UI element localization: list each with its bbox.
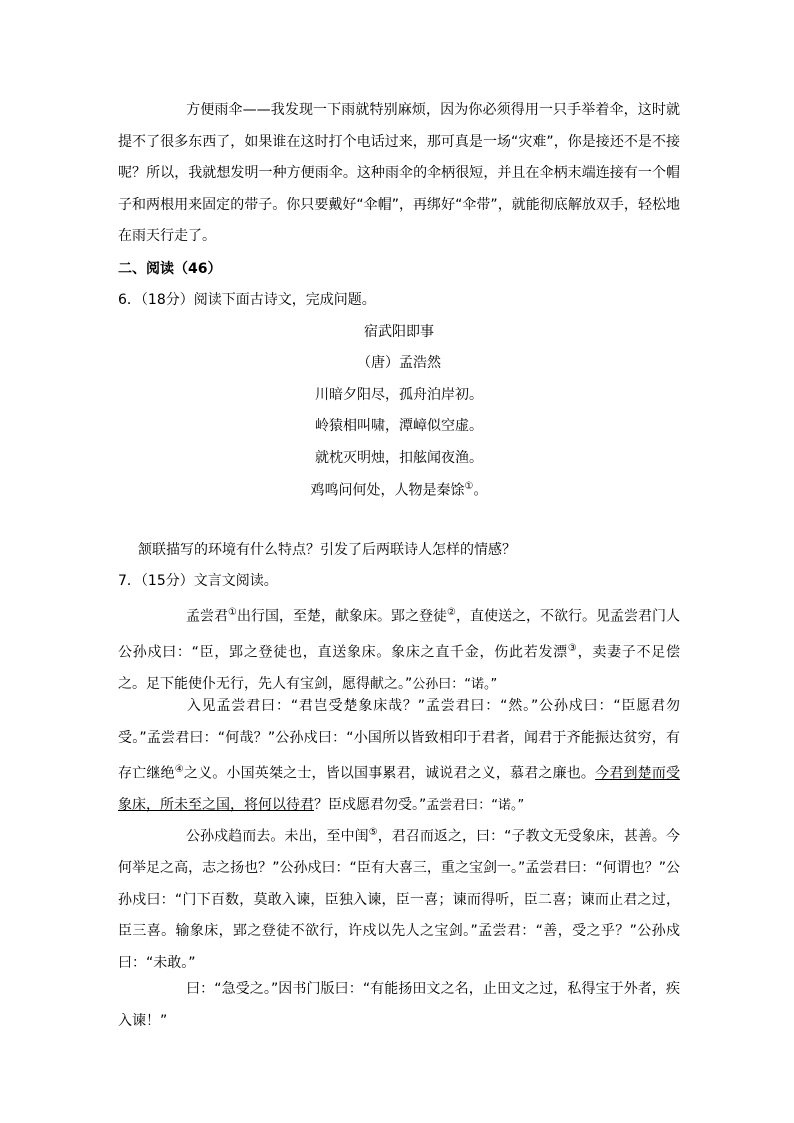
poem-line — [118, 477, 680, 501]
underlined-sentence: 今君到楚而受象床，所未至之国，将何以待君 — [118, 765, 681, 814]
text-run: 入见孟尝君曰：“君岂受楚象床哉？”孟尝君曰：“然。”公孙戍曰：“臣愿君勿受。”孟尝君曰：“何哉？”公孙戍曰：“小国所以皆致相印于君者，闻君于齐能振达贫穷，有存亡继绝 — [118, 698, 680, 782]
classical-paragraph-1 — [118, 597, 680, 701]
poem-title: 宿武阳即事 — [364, 324, 434, 340]
poem-author: （唐）孟浩然 — [357, 355, 441, 371]
poem-line-end: 。 — [473, 482, 488, 499]
footnote-marker: ① — [228, 607, 237, 618]
text-run: 孟尝君 — [186, 608, 229, 625]
text-run: 公孙戍趋而去。未出，至中闺 — [186, 828, 369, 845]
question-6-text: 颔联描写的环境有什么特点？引发了后两联诗人怎样的情感？ — [138, 542, 516, 558]
essay-paragraph — [118, 95, 680, 253]
classical-paragraph-2 — [118, 691, 680, 822]
poem-line: 岭猿相叫啸，潭嶂似空虚。 — [315, 418, 483, 434]
text-run: 之义。小国英桀之士，皆以国事累君，诚说君之义，慕君之廉也。 — [183, 765, 596, 782]
classical-paragraph-3 — [118, 817, 680, 979]
text-run: 孟尝君曰：“诺。” — [426, 798, 525, 814]
poem-line-text: 鸡鸣问何处，人物是秦馀 — [310, 482, 465, 499]
text-run: ，君召而返之，曰：“子教文无受象床，甚善。今何举足之高，志之扬也？”公孙戍曰：“臣有大喜三，重之宝剑一。”孟尝君曰：“何谓也？”公孙戍曰：“门下百数，莫敢入谏，臣独入谏，臣一喜；谏而得听，臣二喜；谏而止君之过，臣三喜。输象床，郢之登徒不欲行，许戍以先人之宝剑。”孟尝君：“善，受之乎？”公孙戍曰：“未敢。” — [118, 828, 680, 971]
classical-paragraph-4 — [118, 974, 680, 1037]
footnote-marker: ③ — [567, 643, 578, 655]
footnote-marker: ⑤ — [368, 827, 378, 838]
text-run: 曰：“急受之。”因书门版曰：“有能扬田文之名，止田文之过，私得宝于外者，疾入谏！” — [118, 981, 680, 1029]
text-run: ？臣戍愿君勿受。” — [314, 797, 427, 814]
footnote-marker: ① — [464, 481, 474, 492]
text-run: ，直使送之，不欲行。见孟尝君门人公孙戍曰：“臣，郢之登徒也，直送象床。象床之直千金，伤此若发漂 — [118, 608, 681, 661]
footnote-marker: ② — [447, 607, 456, 618]
poem-line: 川暗夕阳尽，孤舟泊岸初。 — [315, 387, 483, 403]
poem-line: 就枕灭明烛，扣舷闻夜渔。 — [315, 450, 483, 466]
essay-text: 方便雨伞——我发现一下雨就特别麻烦，因为你必须得用一只手举着伞，这时就提不了很多东西了，如果谁在这时打个电话过来，那可真是一场“灾难”，你是接还不是不接呢？所以，我就想发明一种方便雨伞。这种雨伞的伞柄很短，并且在伞柄末端连接有一个帽子和两根用来固定的带子。你只要戴好“伞帽”，再绑好“伞带”，就能彻底解放双手，轻松地在雨天行走了。 — [118, 102, 680, 244]
section-heading: 二、阅读（46） — [118, 261, 222, 277]
text-run: ，卖妻子不足偿之。足下能使仆无行，先人有宝剑，愿得献之。” — [118, 644, 680, 693]
question-7-prompt: 7．（15分）文言文阅读。 — [118, 573, 278, 589]
text-run: 出行国，至楚，献象床。郢之登徒 — [236, 608, 448, 625]
question-6-prompt: 6．（18分）阅读下面古诗文，完成问题。 — [118, 292, 376, 308]
text-run: 公孙曰：“诺。” — [412, 677, 498, 693]
footnote-marker: ④ — [174, 764, 184, 775]
